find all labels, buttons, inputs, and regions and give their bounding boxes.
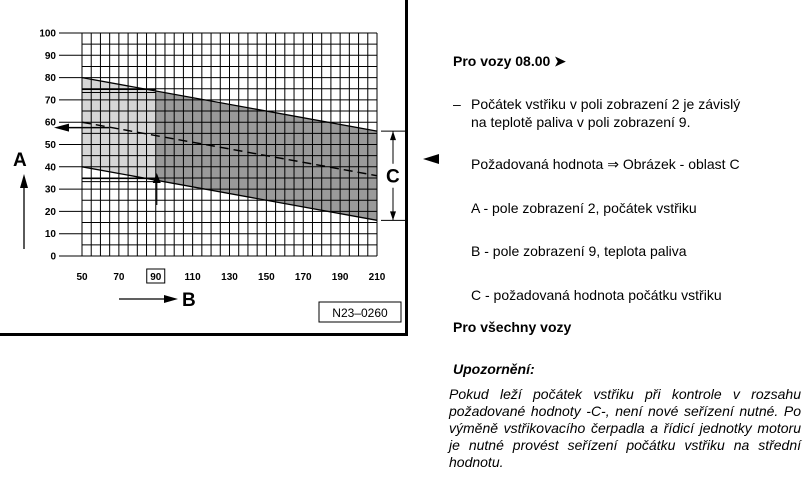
x-tick-label: 130 xyxy=(221,272,238,283)
x-tick-label: 110 xyxy=(184,272,201,283)
bullet-line-2: na teplotě paliva v poli zobrazení 9. xyxy=(471,114,691,130)
y-tick-label: 10 xyxy=(44,229,56,241)
y-tick-label: 100 xyxy=(39,28,56,40)
bullet-line-1: Počátek vstřiku v poli zobrazení 2 je závislý xyxy=(471,96,741,112)
bullet-dash: – xyxy=(453,96,461,112)
x-axis-arrow-icon xyxy=(164,295,178,303)
figure-id: N23–0260 xyxy=(332,306,388,320)
heading-all-vehicles: Pro všechny vozy xyxy=(453,319,572,335)
y-tick-label: 30 xyxy=(44,184,56,196)
figure-frame xyxy=(0,0,408,336)
y-tick-label: 70 xyxy=(44,95,56,107)
required-value-line: Požadovaná hodnota ⇒ Obrázek - oblast C xyxy=(471,156,740,172)
c-arrow-up-icon xyxy=(390,131,396,140)
y-tick-label: 60 xyxy=(44,117,56,129)
x-tick-label: 50 xyxy=(76,272,88,283)
pointer-arrow-icon xyxy=(423,154,439,164)
x-tick-label: 70 xyxy=(113,272,125,283)
legend-a: A - pole zobrazení 2, počátek vstřiku xyxy=(471,200,697,216)
note-body: Pokud leží počátek vstřiku při kontrole v rozsahu požadované hodnoty -C-, není nové seřízení nutné. Po výměně vstřikovacího čerpadla a řídicí jednotky motoru je nutné provést seřízení počátku vstřiku na střední hodnotu. xyxy=(449,386,801,470)
x-tick-label: 150 xyxy=(258,272,275,283)
y-tick-label: 20 xyxy=(44,206,56,218)
x-tick-label: 170 xyxy=(294,272,312,283)
legend-b: B - pole zobrazení 9, teplota paliva xyxy=(471,243,687,259)
y-axis-label: A xyxy=(13,150,27,171)
y-axis-arrow-icon xyxy=(20,174,28,188)
y-tick-label: 0 xyxy=(50,251,56,263)
y-tick-label: 40 xyxy=(44,162,56,174)
injection-timing-chart xyxy=(0,0,411,339)
y-tick-label: 80 xyxy=(44,73,56,85)
reading-arrow-left-icon xyxy=(54,124,69,132)
note-heading: Upozornění: xyxy=(453,361,535,377)
heading-model-year: Pro vozy 08.00 ➤ xyxy=(453,53,566,69)
x-tick-label: 210 xyxy=(368,272,386,283)
x-tick-label: 90 xyxy=(150,272,162,283)
y-tick-label: 90 xyxy=(44,50,56,62)
legend-c: C - požadovaná hodnota počátku vstřiku xyxy=(471,287,722,303)
y-tick-label: 50 xyxy=(44,140,56,151)
x-axis-label: B xyxy=(182,290,196,311)
x-tick-label: 190 xyxy=(331,272,349,283)
c-arrow-down-icon xyxy=(390,211,396,220)
band-label-c: C xyxy=(386,166,400,188)
